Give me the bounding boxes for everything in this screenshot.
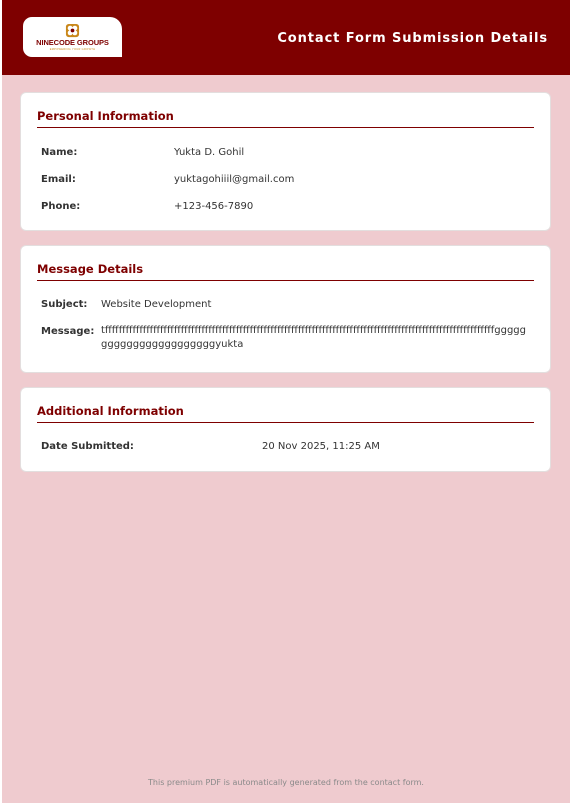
- additional-information-card: [20, 387, 551, 472]
- section-divider: [37, 280, 534, 281]
- company-logo: [23, 17, 122, 57]
- message-value: tfffffffffffffffffffffffffffffffffffffffffffffffffffffffffffffffffffffffffffffffffffffffffffffffffffffffffffffffffgggggggggggggggggggggggyukta: [101, 325, 526, 350]
- email-value: yuktagohiiil@gmail.com: [174, 174, 295, 185]
- page-title: Contact Form Submission Details: [277, 31, 548, 46]
- subject-value: Website Development: [101, 299, 212, 310]
- subject-label: Subject:: [41, 299, 88, 310]
- date-submitted-label: Date Submitted:: [41, 441, 134, 452]
- phone-label: Phone:: [41, 201, 81, 212]
- message-details-card: [20, 245, 551, 373]
- logo-tagline: EMPOWERING YOUR GROWTH: [49, 48, 96, 51]
- phone-value: +123-456-7890: [174, 201, 254, 212]
- additional-information-heading: Additional Information: [37, 404, 184, 418]
- personal-information-heading: Personal Information: [37, 109, 174, 123]
- logo-name: NINECODE GROUPS: [36, 38, 109, 47]
- section-divider: [37, 127, 534, 128]
- name-value: Yukta D. Gohil: [174, 147, 245, 158]
- pdf-page: [2, 0, 570, 803]
- message-details-heading: Message Details: [37, 262, 144, 276]
- message-label: Message:: [41, 326, 95, 337]
- personal-information-card: [20, 92, 551, 231]
- date-submitted-value: 20 Nov 2025, 11:25 AM: [262, 441, 380, 452]
- logo-mark-icon: [65, 23, 80, 38]
- section-divider: [37, 422, 534, 423]
- header-bar: [2, 0, 570, 75]
- email-label: Email:: [41, 174, 76, 185]
- footer-note: This premium PDF is automatically generated from the contact form.: [148, 778, 424, 787]
- name-label: Name:: [41, 147, 78, 158]
